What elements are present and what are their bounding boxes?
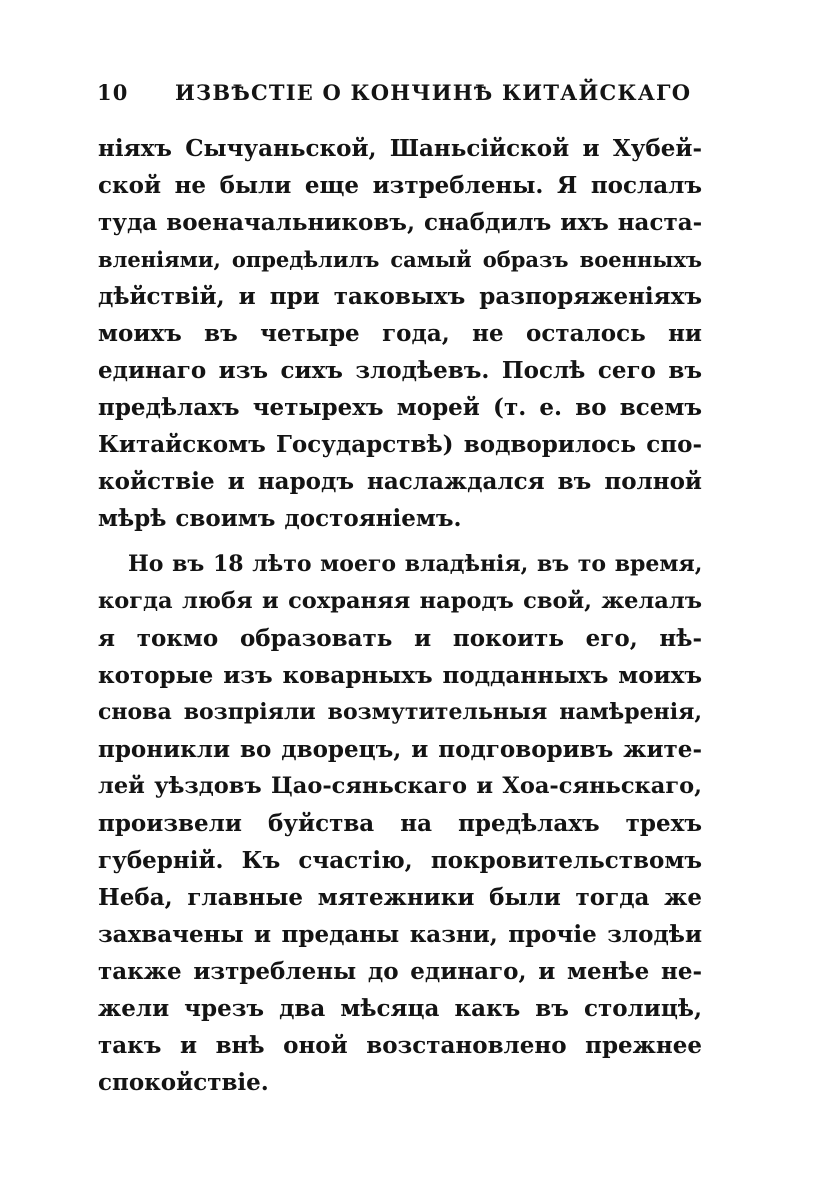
text-line: вленіями, опредѣлилъ самый образъ военныхъ <box>98 247 702 272</box>
paragraph-2 <box>98 546 702 1101</box>
text-line: захвачены и преданы казни, прочіе злодѣи <box>98 921 702 948</box>
text-line: Китайскомъ Государствѣ) водворилось спо- <box>98 431 702 458</box>
text-line: Неба, главные мятежники были тогда же <box>98 884 702 911</box>
text-line: также изтреблены до единаго, и менѣе не- <box>98 958 702 985</box>
paragraph-1 <box>98 130 702 537</box>
text-line: ской не были еще изтреблены. Я послалъ <box>98 172 702 199</box>
running-head <box>97 80 707 114</box>
page-number: 10 <box>97 80 129 105</box>
text-line: мѣрѣ своимъ достояніемъ. <box>98 505 462 532</box>
text-line: жели чрезъ два мѣсяца какъ въ столицѣ, <box>98 995 702 1022</box>
text-line: лей уѣздовъ Цао-сяньскаго и Хоа-сяньскаго, <box>98 773 702 799</box>
text-line: произвели буйства на предѣлахъ трехъ <box>98 810 702 837</box>
text-line: спокойствіе. <box>98 1069 269 1096</box>
text-line: такъ и внѣ оной возстановлено прежнее <box>98 1032 702 1059</box>
text-line: единаго изъ сихъ злодѣевъ. Послѣ сего въ <box>98 357 702 384</box>
running-title: ИЗВѢСТІЕ О КОНЧИНѢ КИТАЙСКАГО <box>175 80 692 105</box>
text-line: предѣлахъ четырехъ морей (т. е. во всемъ <box>98 394 702 421</box>
text-line: которые изъ коварныхъ подданныхъ моихъ <box>98 662 702 689</box>
body-text <box>98 130 702 1101</box>
text-line: койствіе и народъ наслаждался въ полной <box>98 468 702 495</box>
text-line: когда любя и сохраняя народъ свой, желалъ <box>98 588 702 614</box>
paragraph-gap <box>98 537 702 546</box>
text-line: ніяхъ Сычуаньской, Шаньсійской и Хубей- <box>98 135 702 162</box>
text-line: Но въ 18 лѣто моего владѣнія, въ то время, <box>128 551 703 577</box>
text-line: моихъ въ четыре года, не осталось ни <box>98 320 702 347</box>
text-line: дѣйствій, и при таковыхъ разпоряженіяхъ <box>98 283 702 310</box>
text-line: туда военачальниковъ, снабдилъ ихъ наста- <box>98 209 703 236</box>
text-line: снова возпріяли возмутительныя намѣренія, <box>98 699 702 725</box>
text-line: я токмо образовать и покоить его, нѣ- <box>98 625 702 652</box>
text-line: губерній. Къ счастію, покровительствомъ <box>98 847 702 874</box>
text-line: проникли во дворецъ, и подговоривъ жите- <box>98 736 702 763</box>
